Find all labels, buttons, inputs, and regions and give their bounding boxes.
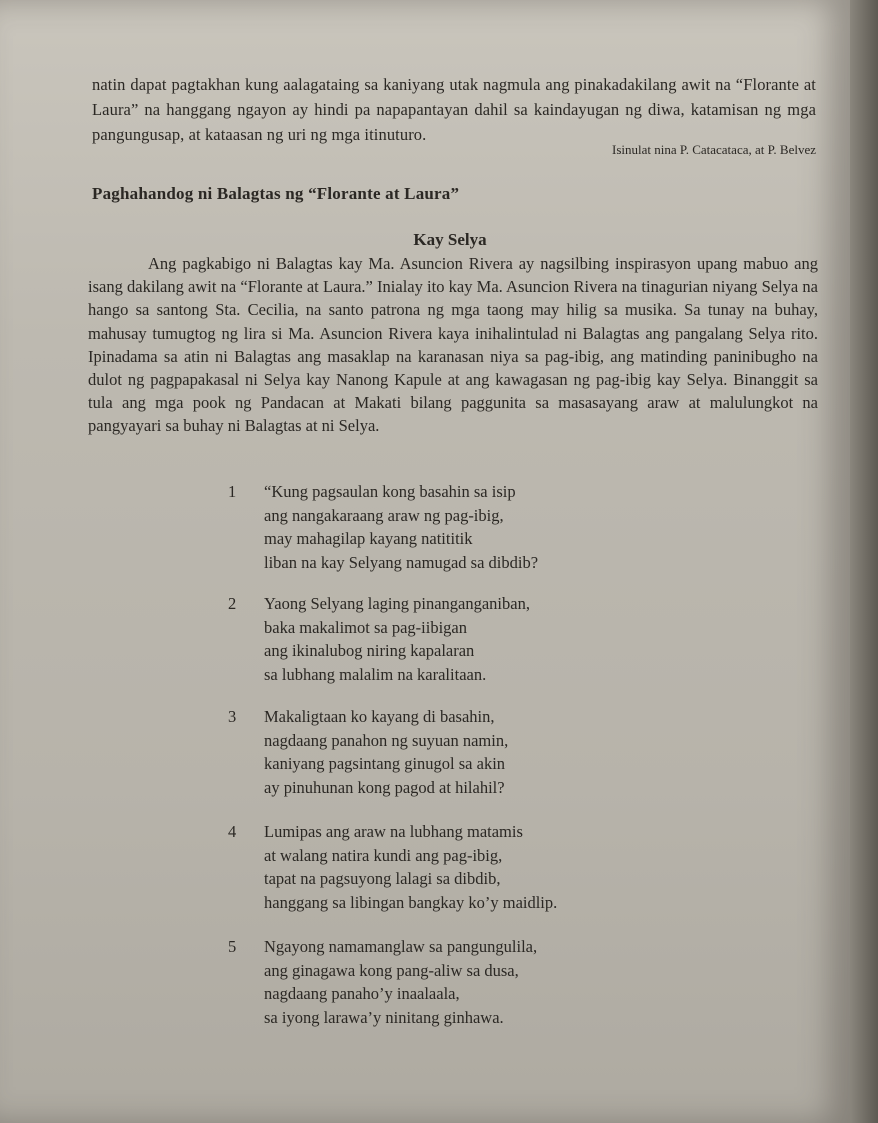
- body-text: Ang pagkabigo ni Balagtas kay Ma. Asuncion Rivera ay nagsilbing inspirasyon upang mabuo ang isang dakilang awit na “Florante at Laura.” Inialay ito kay Ma. Asuncion Rivera na tinagurian niyang Selya na hango sa santong Sta. Cecilia, na santo patrona ng mga taong may hilig sa musika. Sa tunay na buhay, mahusay tumugtog ng lira si Ma. Asuncion Rivera kaya inihalintulad ni Balagtas ang pangalang Selya rito. Ipinadama sa atin ni Balagtas ang masaklap na karanasan niya sa pag-ibig, ang matinding paninibugho na dulot ng pagpapakasal ni Selya kay Nanong Kapule at ang kawagasan ng pag-ibig kay Selya. Binanggit sa tula ang mga pook ng Pandacan at Makati bilang paggunita sa masasayang araw at malulungkot na pangyayari sa buhay ni Balagtas at ni Selya.: [88, 254, 818, 436]
- stanza-line: tapat na pagsuyong lalagi sa dibdib,: [264, 869, 501, 888]
- stanza-line: Makaligtaan ko kayang di basahin,: [264, 707, 495, 726]
- stanza-line: sa lubhang malalim na karalitaan.: [264, 664, 487, 684]
- intro-text: natin dapat pagtakhan kung aalagataing sa kaniyang utak nagmula ang pinakadakilang awit na “Florante at Laura” na hanggang ngayon ay hindi pa napapantayan dahil sa kaindayugan ng diwa, katamisan ng mga pangungusap, at kataasan ng uri ng mga itinuturo.: [92, 75, 816, 144]
- poem-dedication-title: Kay Selya: [413, 230, 487, 249]
- stanza-line: Yaong Selyang laging pinanganganiban,: [264, 594, 530, 613]
- stanza-line: Ngayong namamanglaw sa pangungulila,: [264, 937, 538, 956]
- stanza-line: may mahagilap kayang natititik: [264, 529, 473, 548]
- stanza-number: 3: [228, 707, 237, 726]
- section-heading: Paghahandog ni Balagtas ng “Florante at Laura”: [92, 184, 460, 203]
- stanza-line: ay pinuhunan kong pagod at hilahil?: [264, 777, 505, 797]
- stanza-line: nagdaang panahon ng suyuan namin,: [264, 730, 509, 750]
- stanza-line: “Kung pagsaulan kong basahin sa isip: [264, 482, 516, 501]
- stanza-line: ang ikinalubog niring kapalaran: [264, 641, 475, 660]
- stanza-number: 2: [228, 594, 237, 613]
- stanza-line: nagdaang panaho’y inaalaala,: [264, 984, 460, 1003]
- stanza-line: ang nangakaraang araw ng pag-ibig,: [264, 505, 504, 525]
- stanza-line: ang ginagawa kong pang-aliw sa dusa,: [264, 960, 519, 980]
- stanza-line: hanggang sa libingan bangkay ko’y maidlip.: [264, 892, 558, 912]
- stanza-number: 5: [228, 937, 237, 956]
- stanza-line: Lumipas ang araw na lubhang matamis: [264, 822, 523, 841]
- stanza-line: baka makalimot sa pag-iibigan: [264, 617, 467, 637]
- stanza-line: liban na kay Selyang namugad sa dibdib?: [264, 552, 539, 572]
- stanza-number: 1: [228, 482, 237, 501]
- book-spine-edge: [850, 0, 878, 1123]
- stanza-number: 4: [228, 822, 237, 841]
- stanza-line: kaniyang pagsintang ginugol sa akin: [264, 754, 506, 773]
- body-paragraph: [88, 252, 818, 438]
- stanza-line: at walang natira kundi ang pag-ibig,: [264, 845, 503, 865]
- author-credit: Isinulat nina P. Catacataca, at P. Belvez: [612, 142, 816, 157]
- intro-paragraph: [92, 72, 816, 147]
- stanza-line: sa iyong larawa’y ninitang ginhawa.: [264, 1007, 504, 1027]
